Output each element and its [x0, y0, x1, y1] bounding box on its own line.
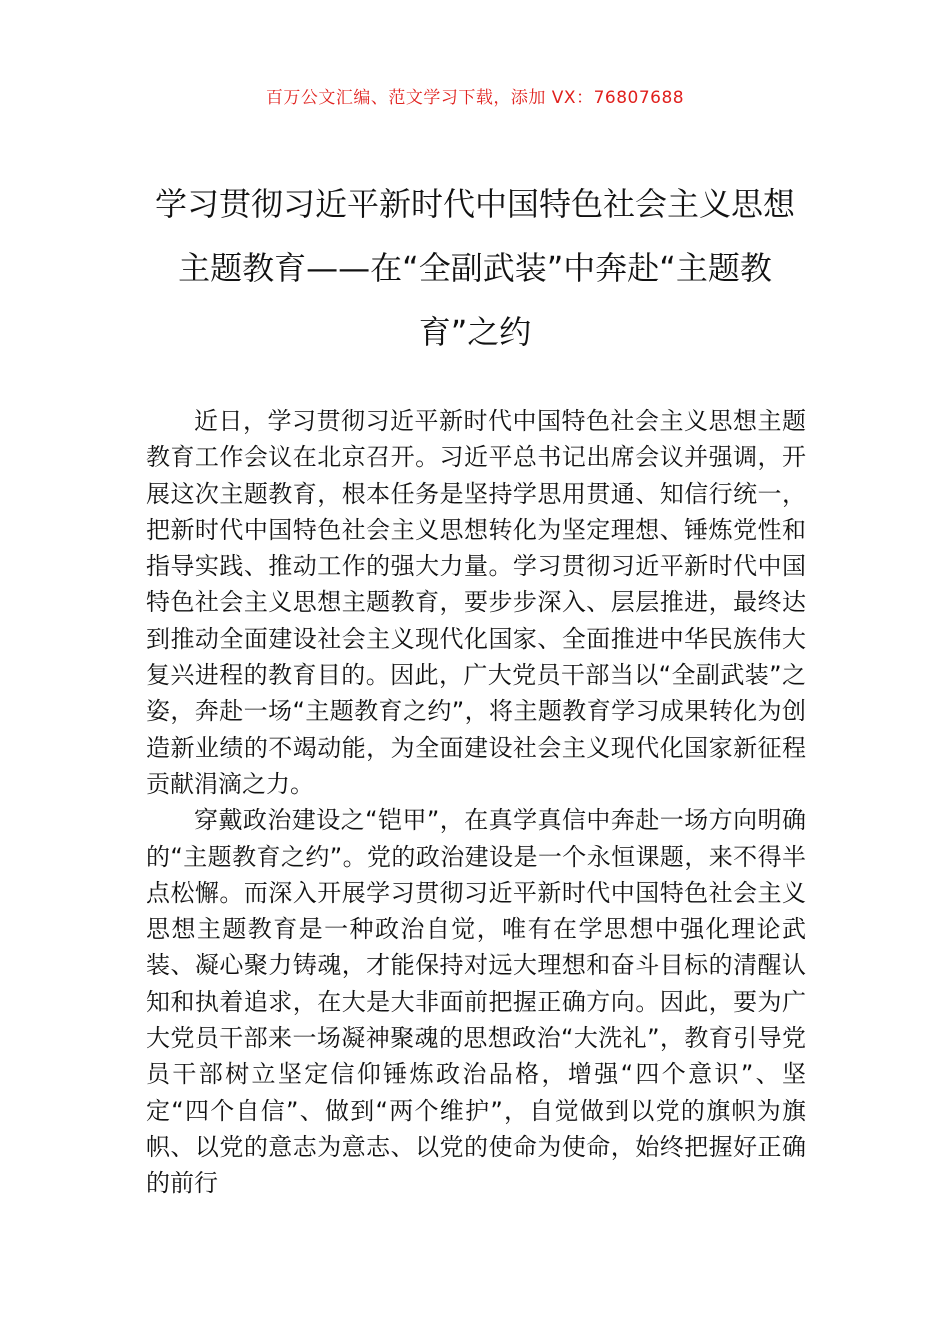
document-body — [146, 403, 806, 1202]
paragraph-2: 穿戴政治建设之“铠甲”，在真学真信中奔赴一场方向明确的“主题教育之约”。党的政治建设是一个永恒课题，来不得半点松懈。而深入开展学习贯彻习近平新时代中国特色社会主义思想主题教育是一种政治自觉，唯有在学思想中强化理论武装、凝心聚力铸魂，才能保持对远大理想和奋斗目标的清醒认知和执着追求，在大是大非面前把握正确方向。因此，要为广大党员干部来一场凝神聚魂的思想政治“大洗礼”，教育引导党员干部树立坚定信仰锤炼政治品格，增强“四个意识”、坚定“四个自信”、做到“两个维护”，自觉做到以党的旗帜为旗帜、以党的意志为意志、以党的使命为使命，始终把握好正确的前行 — [146, 806, 806, 1198]
paragraph-1: 近日，学习贯彻习近平新时代中国特色社会主义思想主题教育工作会议在北京召开。习近平总书记出席会议并强调，开展这次主题教育，根本任务是坚持学思用贯通、知信行统一，把新时代中国特色社会主义思想转化为坚定理想、锤炼党性和指导实践、推动工作的强大力量。学习贯彻习近平新时代中国特色社会主义思想主题教育，要步步深入、层层推进，最终达到推动全面建设社会主义现代化国家、全面推进中华民族伟大复兴进程的教育目的。因此，广大党员干部当以“全副武装”之姿，奔赴一场“主题教育之约”，将主题教育学习成果转化为创造新业绩的不竭动能，为全面建设社会主义现代化国家新征程贡献涓滴之力。 — [146, 407, 806, 798]
header-watermark-note: 百万公文汇编、范文学习下载，添加 VX：76807688 — [265, 88, 685, 108]
document-title: 学习贯彻习近平新时代中国特色社会主义思想主题教育——在“全副武装”中奔赴“主题教育”之约 — [154, 185, 795, 351]
